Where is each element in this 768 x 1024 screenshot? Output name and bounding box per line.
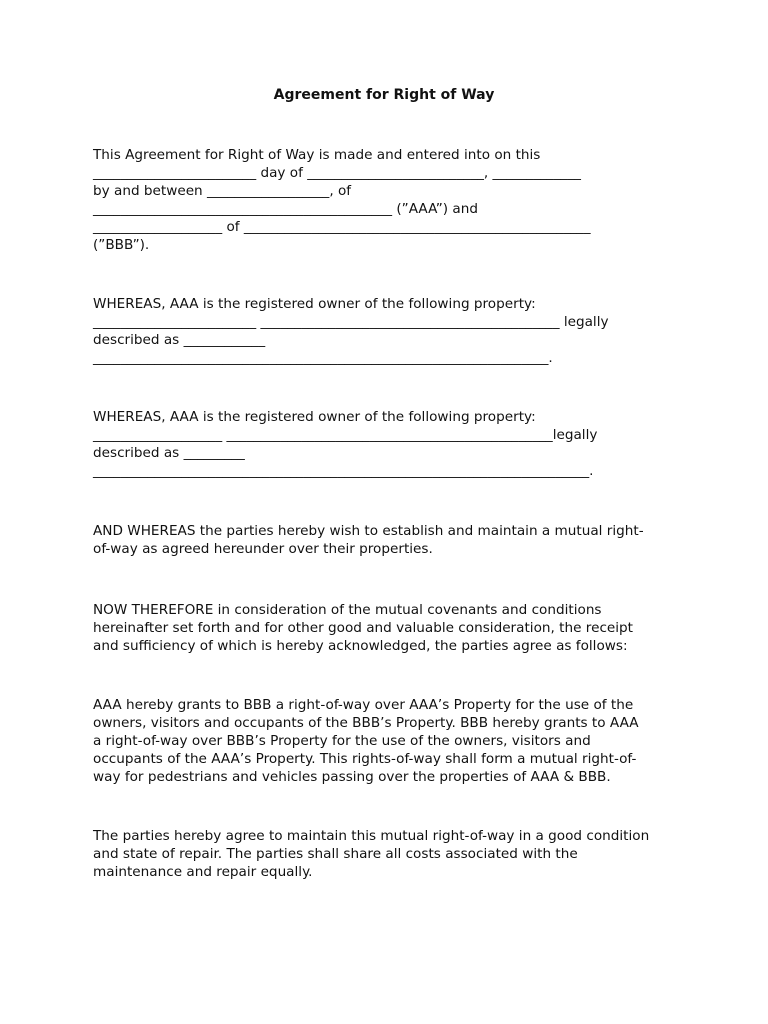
whereas-line: described as _________ bbox=[93, 445, 245, 461]
intro-line: ____________________________________________ (”AAA”) and bbox=[93, 201, 478, 217]
and-whereas-line: of-way as agreed hereunder over their properties. bbox=[93, 541, 433, 557]
whereas-line: described as ____________ bbox=[93, 332, 266, 348]
document-title: Agreement for Right of Way bbox=[273, 87, 495, 103]
grants-line: owners, visitors and occupants of the BBB’s Property. BBB hereby grants to AAA bbox=[93, 715, 639, 731]
whereas-line: ___________________ ________________________________________________legally bbox=[93, 427, 598, 443]
whereas-line: WHEREAS, AAA is the registered owner of the following property: bbox=[93, 296, 536, 312]
now-therefore-line: and sufficiency of which is hereby acknowledged, the parties agree as follows: bbox=[93, 638, 628, 654]
whereas-line: _________________________________________________________________________. bbox=[93, 463, 594, 479]
maintenance-line: and state of repair. The parties shall share all costs associated with the bbox=[93, 846, 578, 862]
maintenance-paragraph bbox=[93, 827, 693, 881]
whereas-line: ___________________________________________________________________. bbox=[93, 350, 553, 366]
whereas-paragraph-2 bbox=[93, 408, 693, 480]
now-therefore-line: NOW THEREFORE in consideration of the mutual covenants and conditions bbox=[93, 602, 602, 618]
maintenance-line: maintenance and repair equally. bbox=[93, 864, 313, 880]
grants-line: a right-of-way over BBB’s Property for the use of the owners, visitors and bbox=[93, 733, 591, 749]
grants-paragraph bbox=[93, 696, 693, 786]
maintenance-line: The parties hereby agree to maintain this mutual right-of-way in a good condition bbox=[93, 828, 650, 844]
and-whereas-line: AND WHEREAS the parties hereby wish to establish and maintain a mutual right- bbox=[93, 523, 644, 539]
intro-line: ___________________ of ___________________________________________________ bbox=[93, 219, 591, 235]
intro-line: by and between __________________, of bbox=[93, 183, 352, 199]
intro-line: (”BBB”). bbox=[93, 237, 150, 253]
grants-line: way for pedestrians and vehicles passing over the properties of AAA & BBB. bbox=[93, 769, 611, 785]
and-whereas-paragraph bbox=[93, 522, 693, 558]
grants-line: occupants of the AAA’s Property. This rights-of-way shall form a mutual right-of- bbox=[93, 751, 637, 767]
intro-paragraph bbox=[93, 146, 693, 254]
whereas-paragraph-1 bbox=[93, 295, 693, 367]
intro-line: ________________________ day of __________________________, _____________ bbox=[93, 165, 581, 181]
now-therefore-paragraph bbox=[93, 601, 693, 655]
intro-line: This Agreement for Right of Way is made and entered into on this bbox=[93, 147, 541, 163]
now-therefore-line: hereinafter set forth and for other good and valuable consideration, the receipt bbox=[93, 620, 634, 636]
grants-line: AAA hereby grants to BBB a right-of-way over AAA’s Property for the use of the bbox=[93, 697, 634, 713]
whereas-line: ________________________ ____________________________________________ legally bbox=[93, 314, 609, 330]
whereas-line: WHEREAS, AAA is the registered owner of the following property: bbox=[93, 409, 536, 425]
